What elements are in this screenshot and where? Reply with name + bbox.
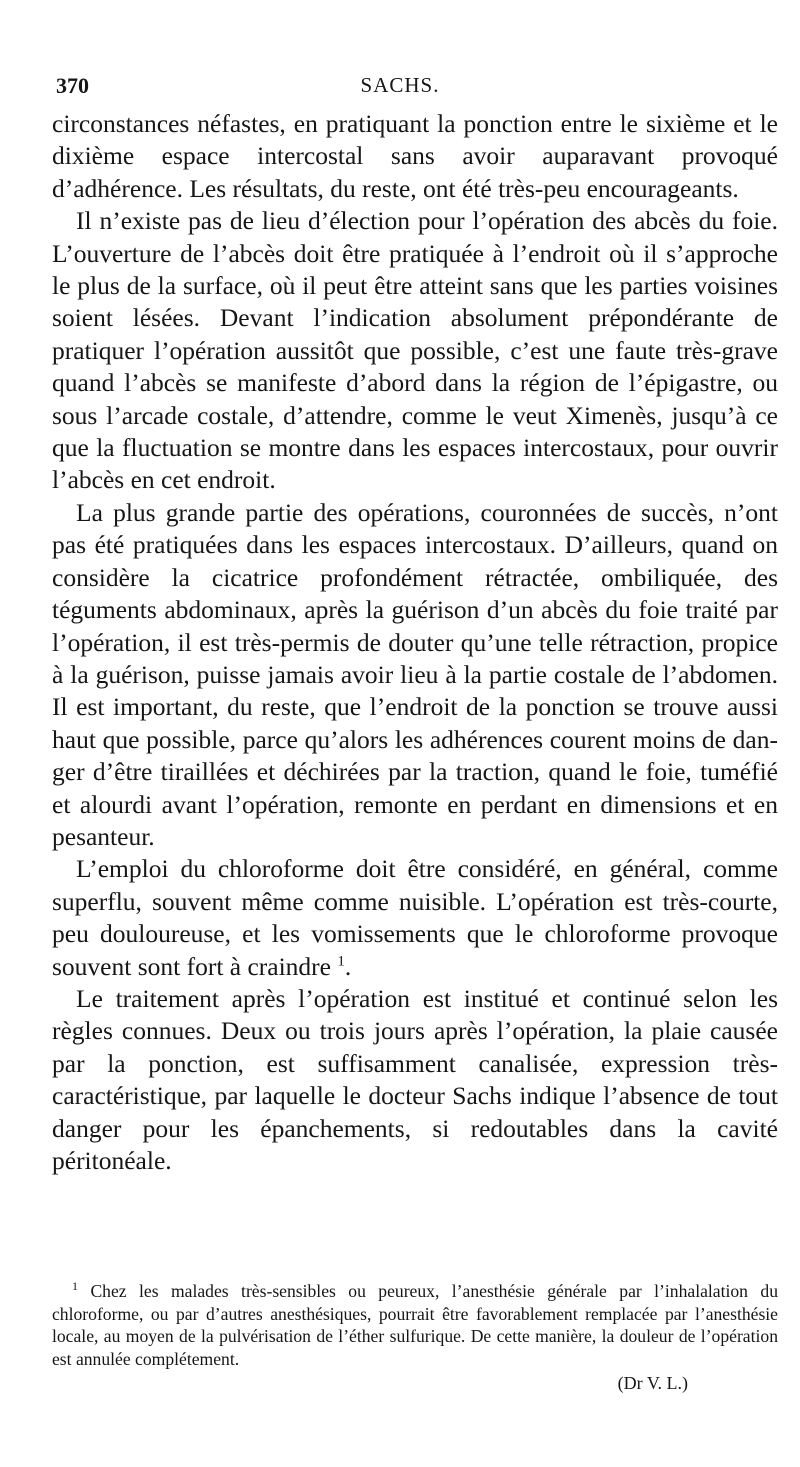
chloroform-period: . <box>344 951 352 981</box>
running-head: SACHS. <box>360 73 440 97</box>
paragraph-abscess-location: Il n’existe pas de lieu d’élection pour l’opération des abcès du foie. L’ouverture de l’abcès doit être pratiquée à l’endroit où il s’approche le plus de la surface, où il peut être atteint sans que les parties voisines soient lésées. Devant l’indication absolument prépondérante de pratiquer l’opération aussitôt que possible, c’est une faute très-grave quand l’abcès se manifeste d’abord dans la région de l’épigastre, ou sous l’arcade costale, d’attendre, comme le veut Ximenès, jusqu’à ce que la fluctuation se montre dans les espaces intercostaux, pour ouvrir l’abcès en cet endroit. <box>52 206 778 495</box>
paragraph-continuation: circonstances néfastes, en pratiquant la ponction entre le sixième et le dixième espace intercostal sans avoir auparavant provoqué d’adhérence. Les résultats, du reste, ont été très-peu encourageants. <box>52 109 778 203</box>
footnote-signature: (Dr V. L.) <box>617 1373 688 1393</box>
paragraph-chloroform <box>52 853 778 983</box>
chloroform-text: L’emploi du chloroforme doit être considéré, en général, comme superflu, souvent même comme nuisible. L’opération est très-courte, peu douloureuse, et les vomissements que le chloroforme provoque souvent sont fort à craindre <box>52 854 778 981</box>
paragraph-post-operative: Le traitement après l’opération est institué et continué selon les règles connues. Deux ou trois jours après l’opération, la plaie causée par la ponction, est suffisamment canalisée, expression très-caractéristique, par laquelle le docteur Sachs indique l’absence de tout danger pour les épanchements, si redoutables dans la cavité péritonéale. <box>52 983 778 1175</box>
footnote <box>52 1280 778 1394</box>
footnote-marker: 1 <box>72 1279 78 1294</box>
page-header <box>56 73 744 103</box>
page-number: 370 <box>56 73 89 98</box>
footnote-text: Chez les malades très-sensibles ou peureux, l’anesthésie générale par l’inhalalation du chloroforme, ou par d’autres anesthésiques, pourrait être favorablement remplacée par l’anesthésie locale, au moyen de la pulvérisation de l’éther sulfurique. De cette manière, la douleur de l’opération est annulée complétement. <box>52 1281 778 1369</box>
body-text <box>52 108 778 1177</box>
footnote-reference: 1 <box>337 953 345 970</box>
footnote-text-block <box>52 1280 778 1370</box>
paragraph-operations-success: La plus grande partie des opérations, couronnées de succès, n’ont pas été pratiquées dans les espaces intercostaux. D’ailleurs, quand on considère la cicatrice profondément rétractée, ombiliquée, des téguments abdominaux, après la guérison d’un abcès du foie traité par l’opération, il est très-permis de douter qu’une telle rétraction, propice à la guérison, puisse jamais avoir lieu à la partie costale de l’abdomen. Il est important, du reste, que l’endroit de la ponction se trouve aussi haut que possible, parce qu’alors les adhérences courent moins de danger d’être tiraillées et déchirées par la traction, quand le foie, tuméfié et alourdi avant l’opération, remonte en perdant en dimensions et en pesanteur. <box>52 497 778 851</box>
